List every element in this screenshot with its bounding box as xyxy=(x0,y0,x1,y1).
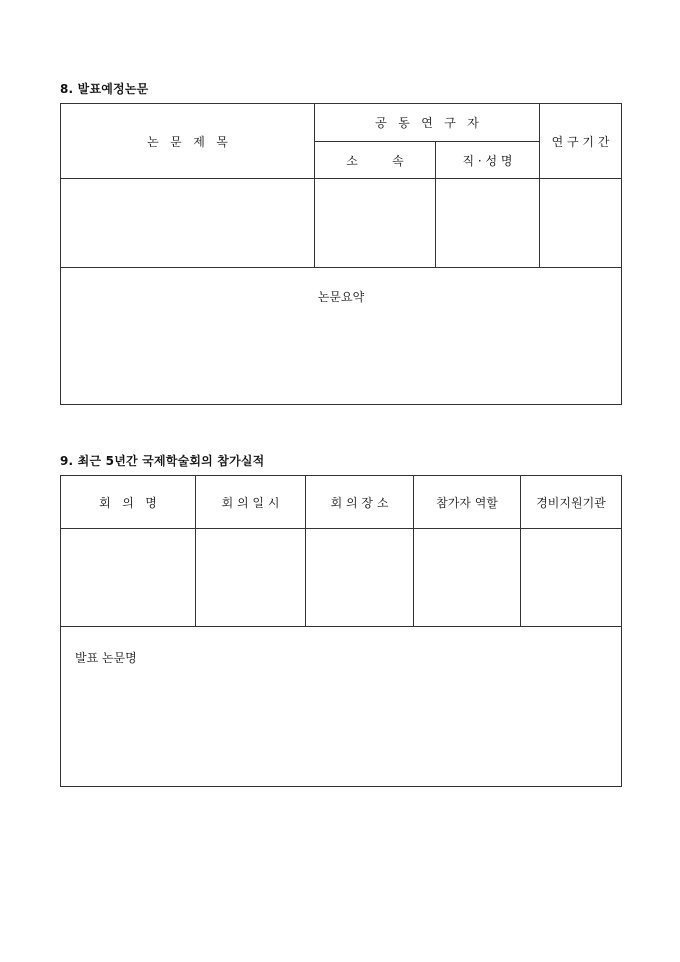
research-period-header: 연 구 기 간 xyxy=(551,134,610,149)
conference-name-field[interactable] xyxy=(61,529,195,626)
conference-name-header: 회 의 명 xyxy=(99,495,157,510)
conference-venue-header: 회 의 장 소 xyxy=(330,495,389,510)
funding-agency-field[interactable] xyxy=(521,529,621,626)
section8-heading: 8. 발표예정논문 xyxy=(60,82,149,96)
paper-title-field[interactable] xyxy=(61,179,314,267)
position-name-field[interactable] xyxy=(436,179,539,267)
conference-date-header: 회 의 일 시 xyxy=(221,495,280,510)
co-researchers-header: 공 동 연 구 자 xyxy=(375,116,479,130)
paper-title-header: 논 문 제 목 xyxy=(147,134,228,149)
funding-agency-header: 경비지원기관 xyxy=(536,495,606,510)
participant-role-header: 참가자 역할 xyxy=(436,495,498,510)
conference-date-field[interactable] xyxy=(196,529,305,626)
affiliation-field[interactable] xyxy=(315,179,435,267)
conference-venue-field[interactable] xyxy=(306,529,413,626)
conference-table xyxy=(60,475,622,787)
affiliation-header: 소 속 xyxy=(346,153,404,168)
research-period-field[interactable] xyxy=(540,179,621,267)
section9-heading: 9. 최근 5년간 국제학술회의 참가실적 xyxy=(60,454,265,468)
position-name-header: 직 · 성 명 xyxy=(462,153,513,168)
presented-paper-field[interactable] xyxy=(61,627,621,786)
participant-role-field[interactable] xyxy=(414,529,520,626)
paper-table xyxy=(60,103,622,405)
paper-summary-label: 논문요약 xyxy=(317,289,365,304)
presented-paper-label: 발표 논문명 xyxy=(75,651,137,665)
